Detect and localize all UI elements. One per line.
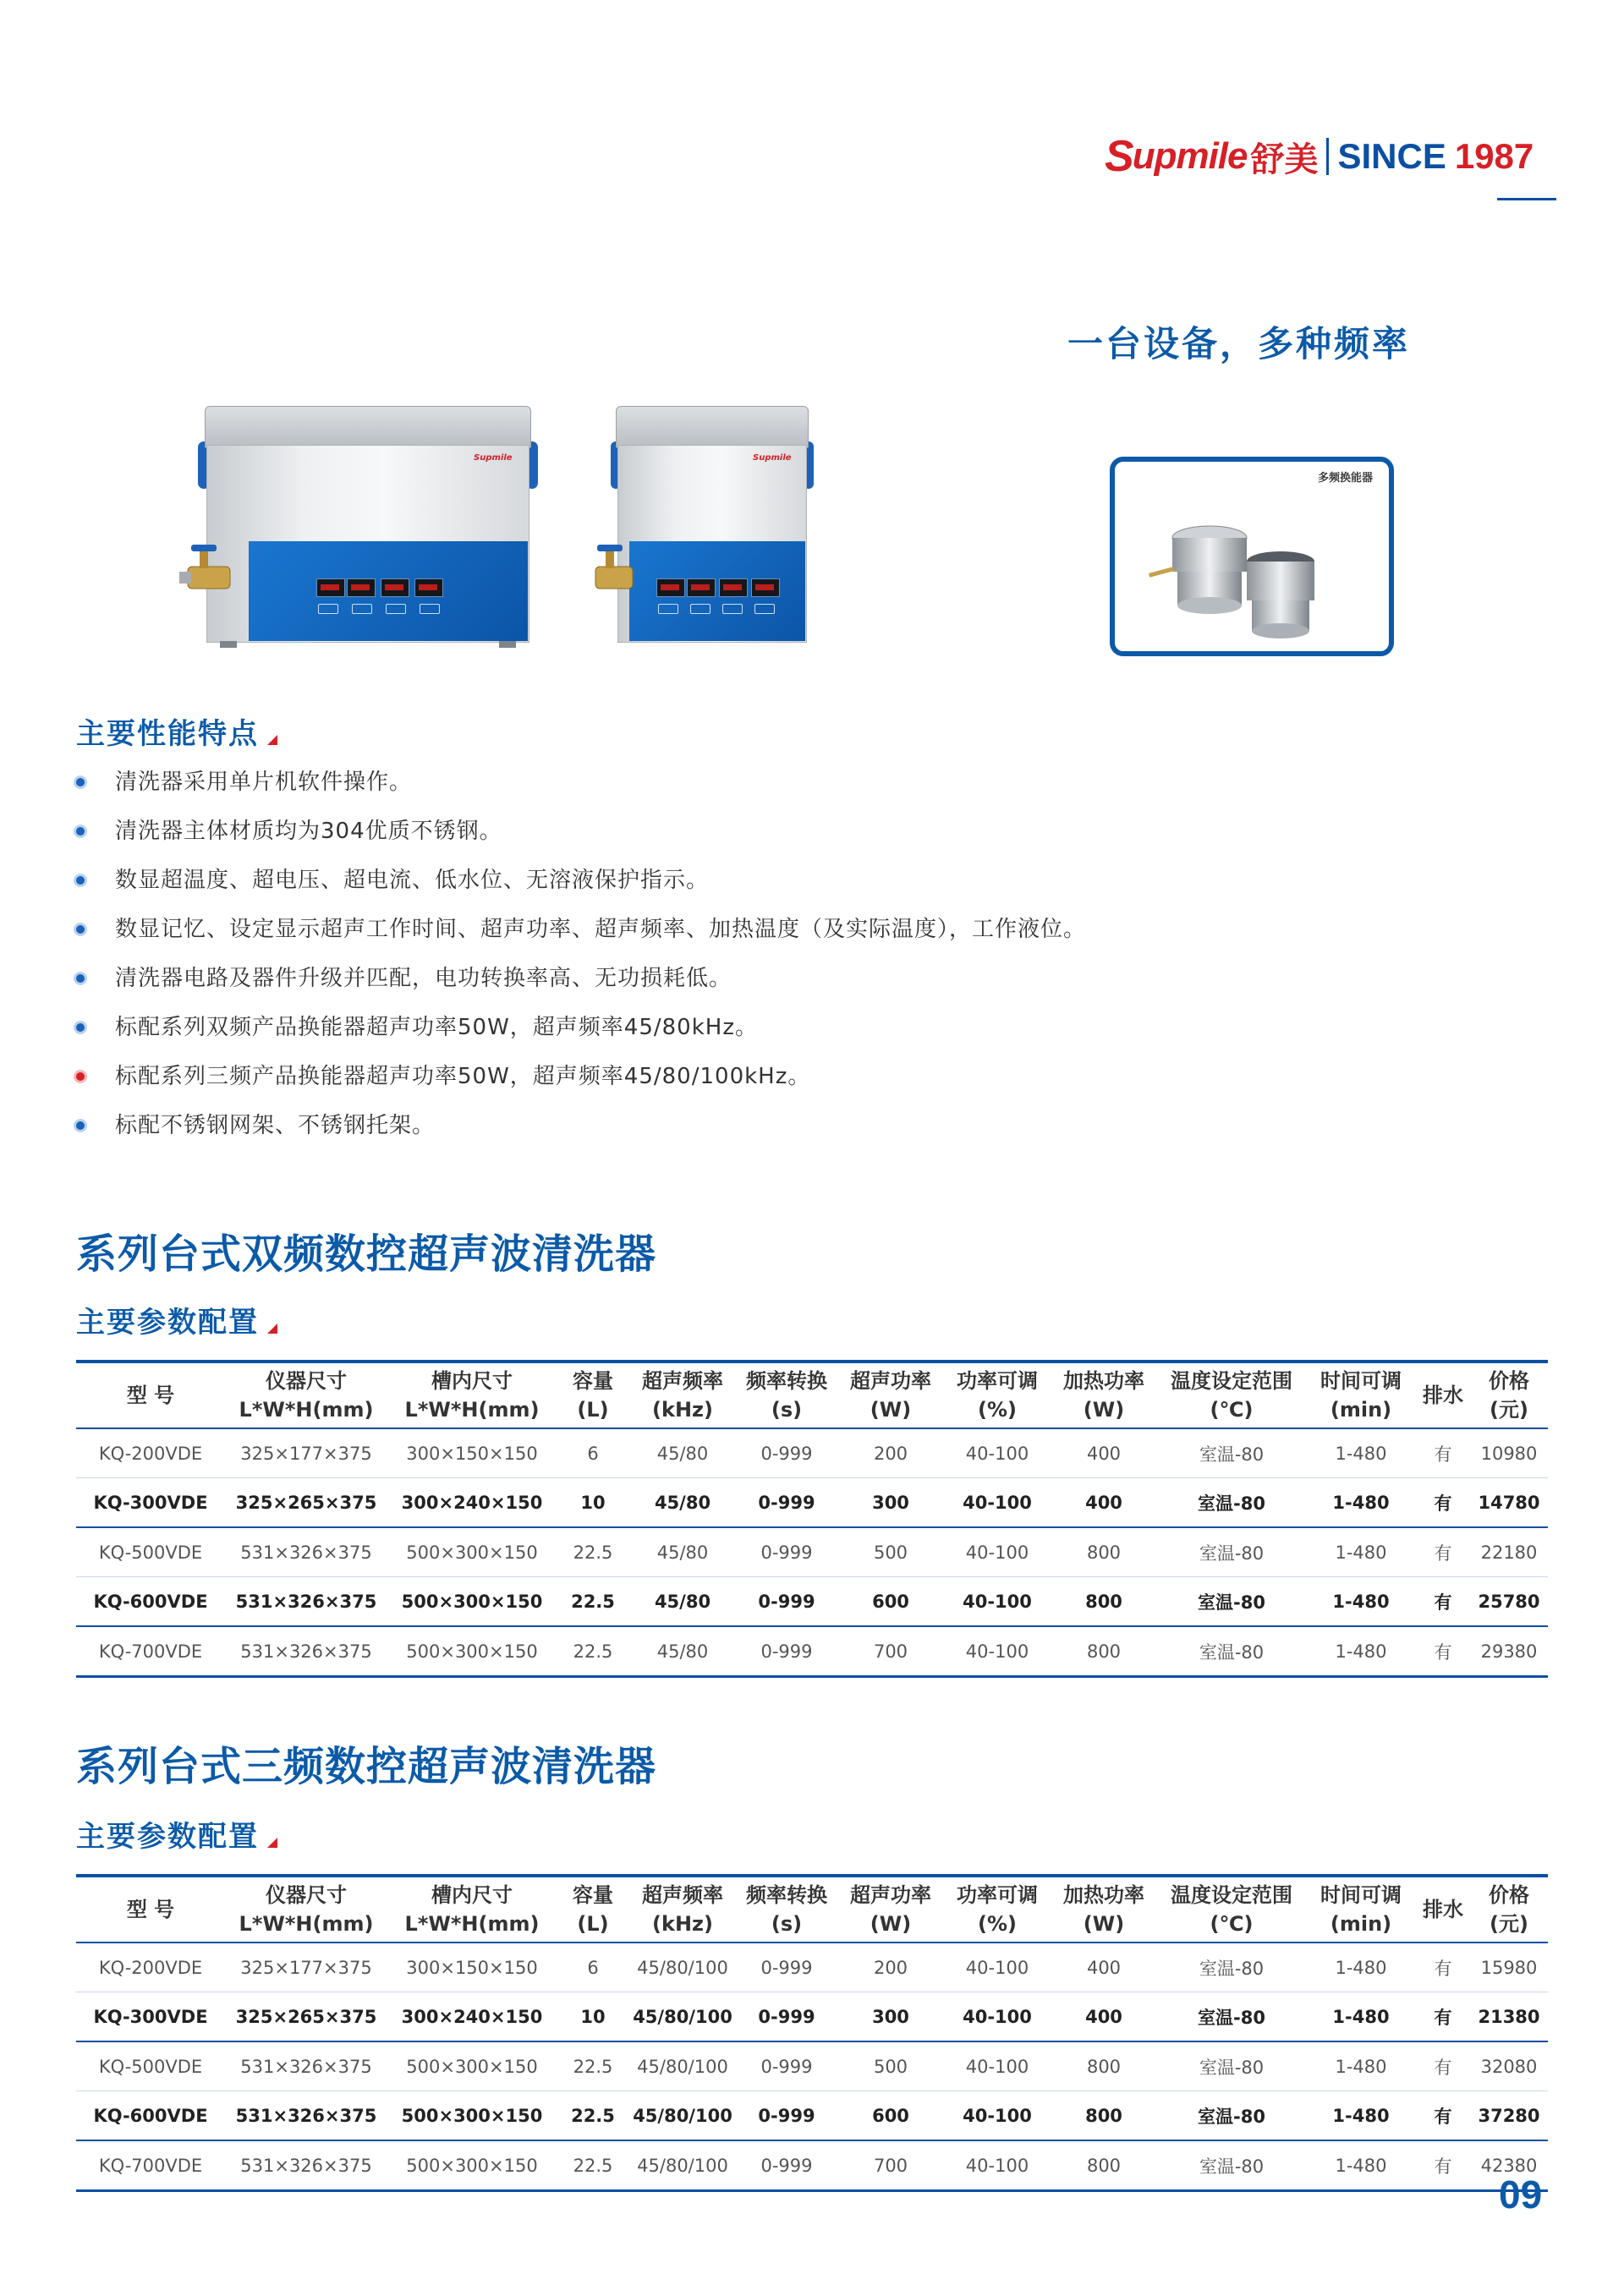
column-header-label: 型 号 (126, 1898, 175, 1921)
table-cell: 300 (837, 1478, 944, 1528)
table-cell: 40-100 (944, 2140, 1051, 2191)
table-cell: 有 (1416, 1527, 1470, 1577)
column-header (387, 1876, 557, 1943)
table-cell: 室温-80 (1157, 1428, 1306, 1478)
table-cell: 400 (1051, 1428, 1157, 1478)
column-header (225, 1876, 387, 1943)
transducer-image-frame (1110, 457, 1394, 656)
table-cell: 22.5 (557, 2091, 629, 2141)
table-cell: 32080 (1470, 2041, 1548, 2091)
table-cell: 有 (1416, 1478, 1470, 1528)
table-cell: 200 (837, 1943, 944, 1992)
display-digit (316, 578, 345, 597)
foot (499, 641, 516, 648)
panel-button (420, 604, 440, 614)
table-cell: KQ-200VDE (76, 1943, 225, 1992)
table-cell: 21380 (1470, 1992, 1548, 2042)
triple-series-title: 系列台式三频数控超声波清洗器 (76, 1743, 657, 1790)
table-cell: 40-100 (944, 1577, 1051, 1627)
column-header-label: 价格 (1489, 1883, 1529, 1907)
foot (220, 641, 237, 648)
drain-valve-icon (589, 541, 639, 609)
table-cell: 室温-80 (1157, 1478, 1306, 1528)
dual-series-title: 系列台式双频数控超声波清洗器 (76, 1230, 657, 1278)
feature-item: 清洗器主体材质均为304优质不锈钢。 (76, 807, 1086, 856)
table-cell: 300×240×150 (387, 1478, 557, 1528)
table-cell: 有 (1416, 1943, 1470, 1992)
table-cell: 有 (1416, 2091, 1470, 2141)
column-header-unit: (s) (771, 1912, 803, 1936)
table-cell: 室温-80 (1157, 1943, 1306, 1992)
transducer-icon (1115, 462, 1389, 651)
column-header-unit: (W) (1083, 1398, 1125, 1422)
table-cell: 531×326×375 (225, 1527, 387, 1577)
column-header (1051, 1876, 1157, 1943)
column-header-unit: (W) (870, 1912, 912, 1936)
column-header-unit: (元) (1490, 1398, 1528, 1422)
table-cell: 40-100 (944, 2041, 1051, 2091)
table-cell: 有 (1416, 1577, 1470, 1627)
table-cell: 0-999 (736, 1943, 837, 1992)
table-cell: 0-999 (736, 1428, 837, 1478)
table-cell: 531×326×375 (225, 2140, 387, 2191)
lid (616, 406, 809, 448)
table-cell: 室温-80 (1157, 2140, 1306, 2191)
features-heading-text: 主要性能特点 (76, 717, 259, 751)
table-row (76, 1992, 1548, 2042)
table-row (76, 1527, 1548, 1577)
table-row (76, 1577, 1548, 1627)
column-header-unit: (W) (870, 1398, 912, 1422)
table-cell: 25780 (1470, 1577, 1548, 1627)
logo-divider (1326, 138, 1329, 175)
table-cell: 800 (1051, 1577, 1157, 1627)
column-header (387, 1362, 557, 1428)
logo-letter-s: S (1105, 132, 1133, 181)
table-cell: 45/80 (629, 1428, 736, 1478)
column-header-label: 价格 (1489, 1369, 1529, 1393)
column-header (837, 1362, 944, 1428)
table-cell: 325×177×375 (225, 1428, 387, 1478)
table-cell: 700 (837, 1626, 944, 1677)
table-cell: KQ-200VDE (76, 1428, 225, 1478)
table-cell: 40-100 (944, 1428, 1051, 1478)
table-cell: 45/80/100 (629, 2091, 736, 2141)
control-panel (249, 541, 528, 641)
column-header-unit: (L) (577, 1398, 609, 1422)
column-header-label: 排水 (1423, 1898, 1463, 1921)
column-header-label: 槽内尺寸 (431, 1369, 513, 1393)
table-cell: KQ-500VDE (76, 2041, 225, 2091)
column-header (736, 1362, 837, 1428)
table-cell: 1-480 (1306, 1577, 1416, 1627)
display-digit (687, 578, 716, 597)
column-header (557, 1362, 629, 1428)
table-cell: 1-480 (1306, 2140, 1416, 2191)
column-header-label: 频率转换 (746, 1883, 827, 1907)
column-header-unit: L*W*H(mm) (404, 1398, 540, 1422)
column-header-label: 槽内尺寸 (431, 1883, 513, 1907)
column-header-label: 功率可调 (957, 1369, 1038, 1393)
column-header-label: 超声功率 (850, 1883, 931, 1907)
brand-logo (1105, 127, 1533, 186)
logo-wordmark: upmile (1132, 135, 1248, 177)
table-cell: 有 (1416, 2041, 1470, 2091)
table-cell: 6 (557, 1943, 629, 1992)
table-cell: 1-480 (1306, 2041, 1416, 2091)
column-header-label: 频率转换 (746, 1369, 827, 1393)
column-header-unit: (%) (978, 1912, 1017, 1936)
display-digit (751, 578, 780, 597)
table-cell: 45/80 (629, 1478, 736, 1528)
table-cell: 500 (837, 1527, 944, 1577)
display-digit (719, 578, 748, 597)
column-header-label: 容量 (573, 1369, 613, 1393)
column-header-label: 温度设定范围 (1171, 1369, 1292, 1393)
display-digit (381, 578, 409, 597)
table-cell: 10 (557, 1478, 629, 1528)
column-header (1470, 1876, 1548, 1943)
table-cell: 1-480 (1306, 1626, 1416, 1677)
feature-item: 清洗器电路及器件升级并匹配，电功转换率高、无功损耗低。 (76, 954, 1086, 1003)
table-cell: 40-100 (944, 2091, 1051, 2141)
column-header (1306, 1876, 1416, 1943)
triple-params-heading (76, 1813, 277, 1855)
triangle-marker-icon (267, 735, 277, 745)
feature-item: 标配不锈钢网架、不锈钢托架。 (76, 1101, 1086, 1150)
table-cell: 45/80/100 (629, 2041, 736, 2091)
logo-chinese-name: 舒美 (1250, 140, 1319, 179)
column-header-label: 容量 (573, 1883, 613, 1907)
column-header (225, 1362, 387, 1428)
table-cell: 22180 (1470, 1527, 1548, 1577)
table-cell: 22.5 (557, 1626, 629, 1677)
table-cell: 800 (1051, 2091, 1157, 2141)
page-number: 09 (1499, 2173, 1543, 2217)
table-cell: 600 (837, 1577, 944, 1627)
table-cell: 室温-80 (1157, 1992, 1306, 2042)
control-panel (629, 541, 805, 641)
since-label: SINCE (1337, 136, 1446, 176)
table-cell: 531×326×375 (225, 1626, 387, 1677)
table-cell: 22.5 (557, 1577, 629, 1627)
dual-params-heading-text: 主要参数配置 (76, 1306, 259, 1340)
table-cell: 300×150×150 (387, 1943, 557, 1992)
column-header-unit: (min) (1330, 1912, 1392, 1936)
product-image-large-cleaner (195, 397, 541, 651)
drain-valve-icon (179, 541, 239, 609)
feature-item: 数显超温度、超电压、超电流、低水位、无溶液保护指示。 (76, 856, 1086, 905)
features-heading (76, 710, 277, 752)
table-cell: 0-999 (736, 1577, 837, 1627)
table-row (76, 2041, 1548, 2091)
feature-item: 数显记忆、设定显示超声工作时间、超声功率、超声频率、加热温度（及实际温度），工作液位。 (76, 905, 1086, 954)
transducer-label: 多频换能器 (1318, 472, 1374, 485)
table-cell: 40-100 (944, 1943, 1051, 1992)
table-cell: 0-999 (736, 1992, 837, 2042)
column-header (1416, 1362, 1470, 1428)
feature-item: 标配系列双频产品换能器超声功率50W，超声频率45/80kHz。 (76, 1003, 1086, 1052)
table-cell: 14780 (1470, 1478, 1548, 1528)
column-header-unit: (元) (1490, 1912, 1528, 1936)
table-cell: 室温-80 (1157, 2041, 1306, 2091)
product-image-small-cleaner (592, 397, 820, 651)
column-header-unit: L*W*H(mm) (239, 1912, 374, 1936)
panel-button (754, 604, 775, 614)
table-cell: 22.5 (557, 2041, 629, 2091)
column-header (1157, 1876, 1306, 1943)
table-cell: 500×300×150 (387, 1626, 557, 1677)
column-header-label: 温度设定范围 (1171, 1883, 1292, 1907)
triple-params-heading-text: 主要参数配置 (76, 1820, 259, 1854)
table-cell: 有 (1416, 2140, 1470, 2191)
table-cell: 有 (1416, 1992, 1470, 2042)
lid (205, 406, 531, 448)
table-cell: 800 (1051, 1626, 1157, 1677)
column-header-unit: (℃) (1210, 1398, 1254, 1422)
table-cell: 有 (1416, 1626, 1470, 1677)
table-cell: 室温-80 (1157, 1626, 1306, 1677)
table-cell: 45/80 (629, 1577, 736, 1627)
table-cell: 800 (1051, 2140, 1157, 2191)
table-cell: 37280 (1470, 2091, 1548, 2141)
table-cell: 500×300×150 (387, 2091, 557, 2141)
table-cell: 325×177×375 (225, 1943, 387, 1992)
table-cell: 1-480 (1306, 1428, 1416, 1478)
table-cell: 42380 (1470, 2140, 1548, 2191)
table-cell: 40-100 (944, 1626, 1051, 1677)
column-header (629, 1876, 736, 1943)
column-header-label: 型 号 (126, 1384, 175, 1407)
panel-button (386, 604, 406, 614)
table-cell: 400 (1051, 1992, 1157, 2042)
table-cell: 0-999 (736, 1478, 837, 1528)
column-header (629, 1362, 736, 1428)
tank-brand-label: Supmile (474, 453, 513, 463)
panel-button (722, 604, 743, 614)
column-header-unit: L*W*H(mm) (404, 1912, 540, 1936)
slogan: 一台设备，多种频率 (1067, 323, 1411, 364)
table-cell: 1-480 (1306, 1527, 1416, 1577)
table-cell: 1-480 (1306, 1992, 1416, 2042)
triangle-marker-icon (267, 1838, 277, 1848)
table-cell: KQ-600VDE (76, 1577, 225, 1627)
table-cell: 15980 (1470, 1943, 1548, 1992)
since-year: 1987 (1454, 136, 1534, 176)
table-cell: 325×265×375 (225, 1478, 387, 1528)
table-cell: 6 (557, 1428, 629, 1478)
table-row (76, 2140, 1548, 2191)
panel-button (352, 604, 372, 614)
column-header-unit: L*W*H(mm) (239, 1398, 374, 1422)
column-header-unit: (kHz) (652, 1398, 713, 1422)
table-cell: 1-480 (1306, 1478, 1416, 1528)
column-header-unit: (W) (1083, 1912, 1125, 1936)
table-cell: 400 (1051, 1943, 1157, 1992)
table-cell: KQ-300VDE (76, 1992, 225, 2042)
table-cell: 10980 (1470, 1428, 1548, 1478)
table-cell: 500 (837, 2041, 944, 2091)
table-cell: 22.5 (557, 1527, 629, 1577)
column-header-unit: (s) (771, 1398, 803, 1422)
column-header (76, 1876, 225, 1943)
table-cell: 200 (837, 1428, 944, 1478)
table-cell: 45/80/100 (629, 1992, 736, 2042)
column-header-unit: (%) (978, 1398, 1017, 1422)
dual-params-heading (76, 1299, 277, 1340)
table-row (76, 1943, 1548, 1992)
triple-spec-table (76, 1874, 1548, 2192)
column-header-label: 排水 (1423, 1384, 1463, 1407)
table-cell: 800 (1051, 1527, 1157, 1577)
table-cell: 0-999 (736, 2140, 837, 2191)
table-cell: 531×326×375 (225, 1577, 387, 1627)
column-header-label: 功率可调 (957, 1883, 1038, 1907)
table-cell: 45/80 (629, 1527, 736, 1577)
table-header-row (76, 1876, 1548, 1943)
table-cell: 室温-80 (1157, 1577, 1306, 1627)
feature-item: 标配系列三频产品换能器超声功率50W，超声频率45/80/100kHz。 (76, 1052, 1086, 1101)
column-header (736, 1876, 837, 1943)
tank-brand-label: Supmile (753, 453, 792, 463)
table-cell: 有 (1416, 1428, 1470, 1478)
column-header-unit: (kHz) (652, 1912, 713, 1936)
table-cell: 531×326×375 (225, 2041, 387, 2091)
table-cell: KQ-500VDE (76, 1527, 225, 1577)
table-cell: 45/80/100 (629, 1943, 736, 1992)
table-row (76, 1428, 1548, 1478)
table-cell: 300×240×150 (387, 1992, 557, 2042)
table-cell: 500×300×150 (387, 2140, 557, 2191)
table-cell: 45/80/100 (629, 2140, 736, 2191)
column-header-label: 超声功率 (850, 1369, 931, 1393)
table-cell: 400 (1051, 1478, 1157, 1528)
column-header-unit: (℃) (1210, 1912, 1254, 1936)
table-cell: 40-100 (944, 1527, 1051, 1577)
table-cell: KQ-700VDE (76, 1626, 225, 1677)
column-header (944, 1876, 1051, 1943)
column-header-label: 超声频率 (642, 1369, 723, 1393)
table-cell: 29380 (1470, 1626, 1548, 1677)
column-header (557, 1876, 629, 1943)
column-header (944, 1362, 1051, 1428)
feature-item: 清洗器采用单片机软件操作。 (76, 758, 1086, 807)
table-cell: 0-999 (736, 1527, 837, 1577)
column-header-label: 超声频率 (642, 1883, 723, 1907)
column-header-unit: (min) (1330, 1398, 1392, 1422)
table-cell: 10 (557, 1992, 629, 2042)
column-header-label: 加热功率 (1063, 1369, 1144, 1393)
column-header (1470, 1362, 1548, 1428)
table-cell: 500×300×150 (387, 1527, 557, 1577)
table-cell: 800 (1051, 2041, 1157, 2091)
table-cell: 1-480 (1306, 2091, 1416, 2141)
display-digit (656, 578, 685, 597)
table-cell: 室温-80 (1157, 1527, 1306, 1577)
table-cell: KQ-300VDE (76, 1478, 225, 1528)
table-cell: 22.5 (557, 2140, 629, 2191)
panel-button (318, 604, 338, 614)
dual-spec-table (76, 1360, 1548, 1678)
column-header (1157, 1362, 1306, 1428)
table-cell: 1-480 (1306, 1943, 1416, 1992)
column-header (76, 1362, 225, 1428)
panel-button (658, 604, 678, 614)
column-header (1416, 1876, 1470, 1943)
display-digit (414, 578, 443, 597)
column-header-label: 时间可调 (1320, 1369, 1402, 1393)
table-cell: KQ-700VDE (76, 2140, 225, 2191)
column-header (837, 1876, 944, 1943)
table-cell: 700 (837, 2140, 944, 2191)
table-cell: 325×265×375 (225, 1992, 387, 2042)
panel-button (690, 604, 710, 614)
display-digit (347, 578, 376, 597)
table-row (76, 1478, 1548, 1528)
table-cell: 40-100 (944, 1478, 1051, 1528)
header-underline (1497, 198, 1556, 200)
table-row (76, 2091, 1548, 2141)
table-cell: 300×150×150 (387, 1428, 557, 1478)
table-cell: 0-999 (736, 2091, 837, 2141)
table-cell: 500×300×150 (387, 2041, 557, 2091)
triangle-marker-icon (267, 1323, 277, 1334)
column-header (1306, 1362, 1416, 1428)
table-cell: 45/80 (629, 1626, 736, 1677)
table-cell: 500×300×150 (387, 1577, 557, 1627)
column-header-label: 仪器尺寸 (266, 1883, 347, 1907)
column-header-label: 时间可调 (1320, 1883, 1402, 1907)
table-cell: 室温-80 (1157, 2091, 1306, 2141)
table-cell: 531×326×375 (225, 2091, 387, 2141)
table-cell: 600 (837, 2091, 944, 2141)
table-row (76, 1626, 1548, 1677)
table-cell: 0-999 (736, 2041, 837, 2091)
features-list (76, 758, 1086, 1150)
table-cell: 0-999 (736, 1626, 837, 1677)
column-header-label: 加热功率 (1063, 1883, 1144, 1907)
table-cell: 300 (837, 1992, 944, 2042)
table-header-row (76, 1362, 1548, 1428)
table-cell: 40-100 (944, 1992, 1051, 2042)
table-cell: KQ-600VDE (76, 2091, 225, 2141)
column-header (1051, 1362, 1157, 1428)
column-header-label: 仪器尺寸 (266, 1369, 347, 1393)
column-header-unit: (L) (577, 1912, 609, 1936)
